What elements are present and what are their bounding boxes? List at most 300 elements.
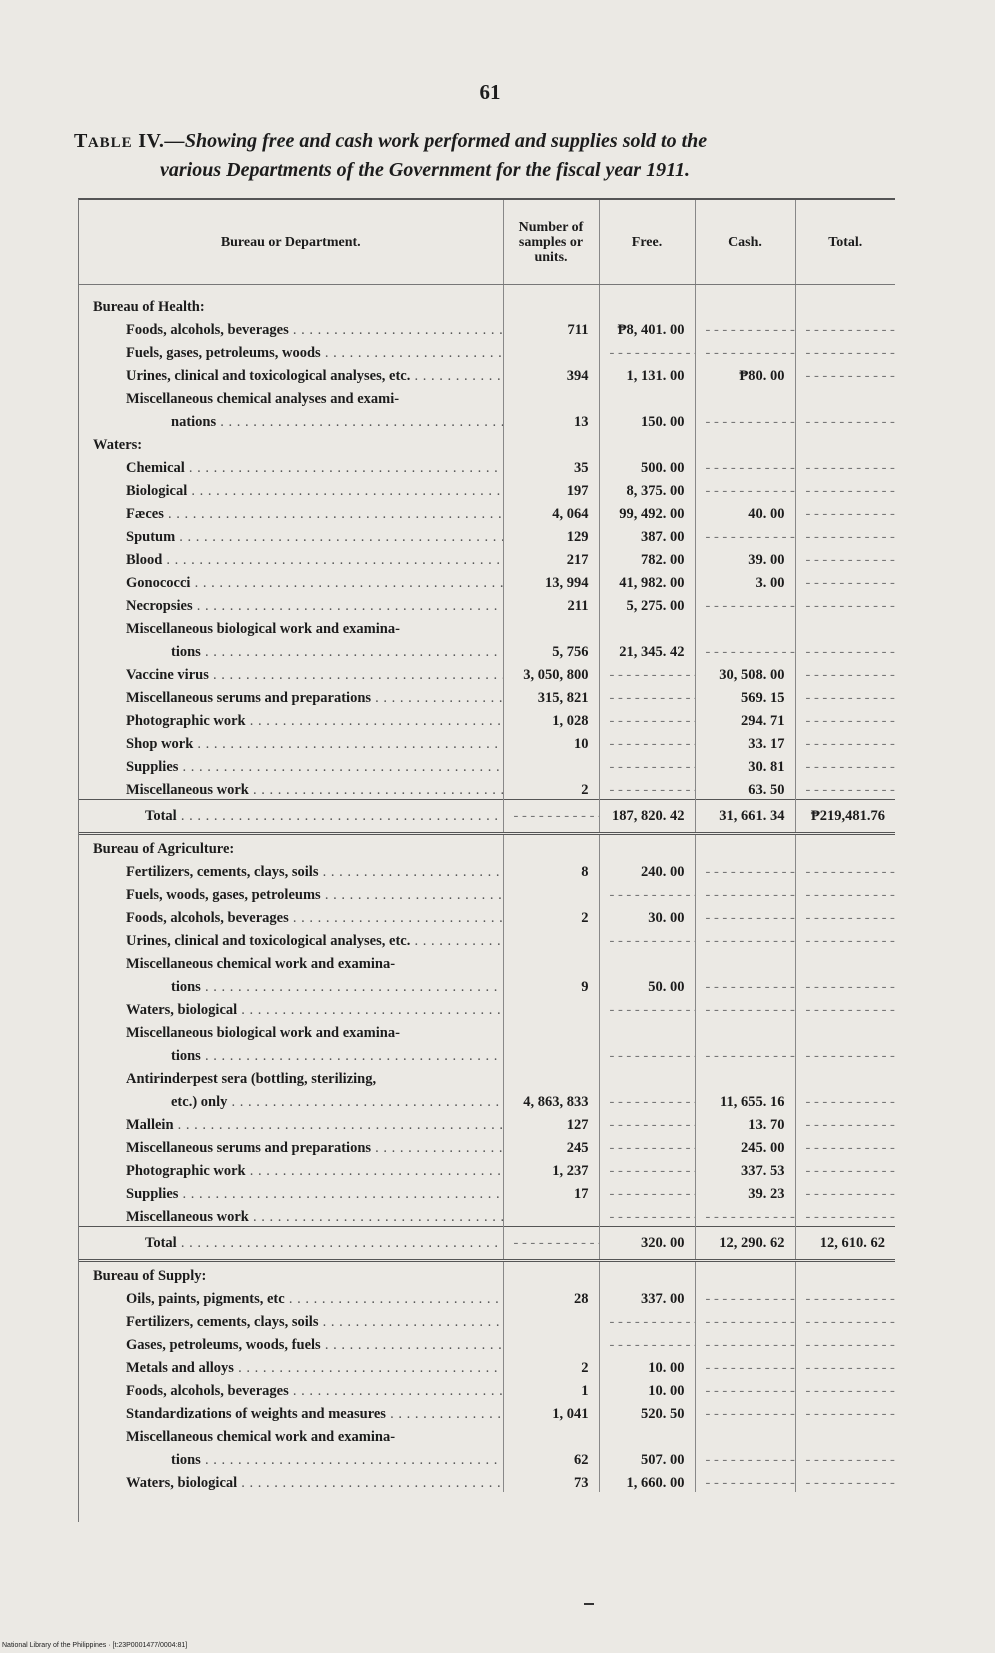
cell-total — [795, 362, 895, 385]
cell-total — [795, 1423, 895, 1446]
table-row — [79, 408, 895, 431]
cell-free — [599, 661, 695, 684]
table-row — [79, 776, 895, 800]
cell-free — [599, 339, 695, 362]
cell-total — [795, 753, 895, 776]
table-row — [79, 1423, 895, 1446]
row-label: Miscellaneous chemical work and examina- — [79, 1423, 503, 1446]
cell-cash: ₱80. 00 — [695, 362, 795, 385]
table-caption — [74, 128, 914, 184]
row-label: Urines, clinical and toxicological analyses, etc. . . . — [79, 927, 503, 950]
row-label: Total . . . — [79, 1227, 503, 1261]
cell-samples — [503, 950, 599, 973]
row-label: Supplies . . . — [79, 753, 503, 776]
row-label: tions . . . — [79, 973, 503, 996]
cell-cash — [695, 1042, 795, 1065]
cell-cash — [695, 904, 795, 927]
table-row — [79, 477, 895, 500]
cell-samples: 5, 756 — [503, 638, 599, 661]
cell-samples — [503, 339, 599, 362]
caption-subject-line2: various Departments of the Government for the fiscal year 1911. — [160, 159, 690, 181]
cell-cash — [695, 285, 795, 317]
cell-total — [795, 1065, 895, 1088]
cell-free: 500. 00 — [599, 454, 695, 477]
cell-samples: 35 — [503, 454, 599, 477]
cell-samples — [503, 1423, 599, 1446]
cell-free — [599, 1203, 695, 1227]
row-label: Waters, biological . . . — [79, 996, 503, 1019]
cell-free — [599, 1308, 695, 1331]
cell-cash: 569. 15 — [695, 684, 795, 707]
cell-total — [795, 1354, 895, 1377]
cell-samples — [503, 385, 599, 408]
cell-free — [599, 996, 695, 1019]
table-row — [79, 1134, 895, 1157]
header-free: Free. — [599, 200, 695, 285]
cell-free: 99, 492. 00 — [599, 500, 695, 523]
cell-samples — [503, 1042, 599, 1065]
cell-cash — [695, 638, 795, 661]
cell-samples: 129 — [503, 523, 599, 546]
row-label: Mallein . . . — [79, 1111, 503, 1134]
cell-cash: 245. 00 — [695, 1134, 795, 1157]
cell-total — [795, 454, 895, 477]
caption-subject-line1: Showing free and cash work performed and supplies sold to the — [184, 130, 708, 152]
cell-cash — [695, 1203, 795, 1227]
row-label: Antirinderpest sera (bottling, sterilizing, — [79, 1065, 503, 1088]
cell-cash — [695, 1423, 795, 1446]
table-row — [79, 569, 895, 592]
cell-total — [795, 950, 895, 973]
header-row — [79, 200, 895, 285]
row-label: Miscellaneous work . . . — [79, 776, 503, 800]
cell-cash — [695, 592, 795, 615]
cell-free — [599, 1157, 695, 1180]
cell-samples: 62 — [503, 1446, 599, 1469]
cell-total — [795, 339, 895, 362]
cell-free: ₱8, 401. 00 — [599, 316, 695, 339]
cell-free: 1, 131. 00 — [599, 362, 695, 385]
cell-samples — [503, 1203, 599, 1227]
table-row — [79, 996, 895, 1019]
cell-total: ₱219,481.76 — [795, 800, 895, 834]
table-row — [79, 362, 895, 385]
cell-cash — [695, 339, 795, 362]
cell-samples — [503, 431, 599, 454]
cell-free — [599, 385, 695, 408]
cell-total — [795, 904, 895, 927]
cell-cash — [695, 615, 795, 638]
row-label: nations . . . — [79, 408, 503, 431]
cell-samples — [503, 753, 599, 776]
table-row — [79, 500, 895, 523]
row-label: Urines, clinical and toxicological analyses, etc. . . . — [79, 362, 503, 385]
cell-cash — [695, 1446, 795, 1469]
cell-total — [795, 1088, 895, 1111]
cell-total — [795, 1042, 895, 1065]
table-row — [79, 454, 895, 477]
row-label: Waters, biological . . . — [79, 1469, 503, 1492]
cell-samples: 10 — [503, 730, 599, 753]
cell-free — [599, 285, 695, 317]
cell-free: 21, 345. 42 — [599, 638, 695, 661]
cell-free — [599, 834, 695, 859]
cell-free — [599, 1111, 695, 1134]
cell-total — [795, 523, 895, 546]
cell-free — [599, 1042, 695, 1065]
table-row — [79, 881, 895, 904]
table-row — [79, 1111, 895, 1134]
section-label: Bureau of Supply: — [79, 1261, 503, 1286]
cell-cash — [695, 1308, 795, 1331]
table-row — [79, 615, 895, 638]
cell-free: 782. 00 — [599, 546, 695, 569]
table-row — [79, 1308, 895, 1331]
row-label: Miscellaneous chemical analyses and exami- — [79, 385, 503, 408]
row-label: Photographic work . . . — [79, 707, 503, 730]
section-label: Bureau of Health: — [79, 285, 503, 317]
cell-cash: 337. 53 — [695, 1157, 795, 1180]
table-row — [79, 385, 895, 408]
cell-cash: 40. 00 — [695, 500, 795, 523]
cell-free: 10. 00 — [599, 1354, 695, 1377]
cell-samples: 8 — [503, 858, 599, 881]
table-row — [79, 638, 895, 661]
cell-samples: 1 — [503, 1377, 599, 1400]
cell-samples: 394 — [503, 362, 599, 385]
cell-free — [599, 776, 695, 800]
cell-total — [795, 858, 895, 881]
table-row — [79, 339, 895, 362]
table-row — [79, 1285, 895, 1308]
cell-total — [795, 385, 895, 408]
cell-cash: 30. 81 — [695, 753, 795, 776]
cell-free: 10. 00 — [599, 1377, 695, 1400]
row-label: Miscellaneous biological work and examina- — [79, 615, 503, 638]
cell-total — [795, 1261, 895, 1286]
cell-cash — [695, 927, 795, 950]
cell-samples: 9 — [503, 973, 599, 996]
cell-cash — [695, 385, 795, 408]
section-label: Bureau of Agriculture: — [79, 834, 503, 859]
header-bureau: Bureau or Department. — [79, 200, 503, 285]
cell-cash — [695, 858, 795, 881]
cell-samples — [503, 1065, 599, 1088]
section-heading-row — [79, 1261, 895, 1286]
cell-cash: 11, 655. 16 — [695, 1088, 795, 1111]
cell-free — [599, 707, 695, 730]
cell-free: 240. 00 — [599, 858, 695, 881]
cell-total — [795, 1469, 895, 1492]
row-label: Supplies . . . — [79, 1180, 503, 1203]
table-row — [79, 684, 895, 707]
cell-cash — [695, 1065, 795, 1088]
cell-samples — [503, 881, 599, 904]
cell-samples — [503, 615, 599, 638]
cell-total — [795, 408, 895, 431]
cell-total — [795, 996, 895, 1019]
table-row — [79, 1042, 895, 1065]
cell-cash — [695, 408, 795, 431]
cell-cash: 31, 661. 34 — [695, 800, 795, 834]
cell-samples: 17 — [503, 1180, 599, 1203]
section-label: Waters: — [79, 431, 503, 454]
row-label: Miscellaneous biological work and examina- — [79, 1019, 503, 1042]
caption-label: TABLE IV.— — [74, 130, 185, 152]
table-row — [79, 1331, 895, 1354]
cell-cash: 12, 290. 62 — [695, 1227, 795, 1261]
table-row — [79, 973, 895, 996]
header-cash: Cash. — [695, 200, 795, 285]
row-label: Photographic work . . . — [79, 1157, 503, 1180]
row-label: Chemical . . . — [79, 454, 503, 477]
cell-samples: 4, 064 — [503, 500, 599, 523]
cell-total — [795, 661, 895, 684]
row-label: Fæces . . . — [79, 500, 503, 523]
cell-total — [795, 638, 895, 661]
cell-total — [795, 546, 895, 569]
cell-total — [795, 1331, 895, 1354]
cell-cash — [695, 523, 795, 546]
cell-cash — [695, 431, 795, 454]
cell-free: 387. 00 — [599, 523, 695, 546]
cell-free — [599, 1088, 695, 1111]
table-row — [79, 707, 895, 730]
cell-cash: 13. 70 — [695, 1111, 795, 1134]
cell-free — [599, 927, 695, 950]
cell-cash — [695, 477, 795, 500]
cell-cash — [695, 834, 795, 859]
cell-free: 1, 660. 00 — [599, 1469, 695, 1492]
cell-cash — [695, 950, 795, 973]
cell-total — [795, 1019, 895, 1042]
cell-samples: 245 — [503, 1134, 599, 1157]
cell-samples: 3, 050, 800 — [503, 661, 599, 684]
cell-free — [599, 431, 695, 454]
cell-free — [599, 1019, 695, 1042]
row-label: Fertilizers, cements, clays, soils . . . — [79, 1308, 503, 1331]
row-label: Total . . . — [79, 800, 503, 834]
cell-samples: 1, 028 — [503, 707, 599, 730]
cell-cash — [695, 973, 795, 996]
table-row — [79, 1019, 895, 1042]
cell-cash: 30, 508. 00 — [695, 661, 795, 684]
row-label: Shop work . . . — [79, 730, 503, 753]
cell-samples: 28 — [503, 1285, 599, 1308]
cell-total — [795, 834, 895, 859]
table-row — [79, 1157, 895, 1180]
cell-samples — [503, 927, 599, 950]
cell-cash — [695, 1469, 795, 1492]
cell-total — [795, 316, 895, 339]
cell-free — [599, 1065, 695, 1088]
section-heading-row — [79, 431, 895, 454]
row-label: Blood . . . — [79, 546, 503, 569]
cell-total — [795, 881, 895, 904]
cell-cash: 3. 00 — [695, 569, 795, 592]
cell-total — [795, 1308, 895, 1331]
cell-total — [795, 1446, 895, 1469]
cell-cash — [695, 316, 795, 339]
source-note: National Library of the Philippines · [t:23P0001477/0004:81] — [2, 1642, 188, 1649]
cell-samples — [503, 834, 599, 859]
cell-cash: 294. 71 — [695, 707, 795, 730]
cell-cash — [695, 881, 795, 904]
cell-total — [795, 1111, 895, 1134]
table-row — [79, 1469, 895, 1492]
cell-free: 507. 00 — [599, 1446, 695, 1469]
cell-samples — [503, 996, 599, 1019]
table-row — [79, 1377, 895, 1400]
cell-total — [795, 1400, 895, 1423]
cell-free — [599, 1261, 695, 1286]
cell-total — [795, 973, 895, 996]
page-footer-dash — [584, 1603, 594, 1605]
row-label: Sputum . . . — [79, 523, 503, 546]
table-row — [79, 1446, 895, 1469]
row-label: Foods, alcohols, beverages . . . — [79, 904, 503, 927]
cell-free: 30. 00 — [599, 904, 695, 927]
cell-samples — [503, 1261, 599, 1286]
cell-total — [795, 431, 895, 454]
row-label: Metals and alloys . . . — [79, 1354, 503, 1377]
cell-samples: 13 — [503, 408, 599, 431]
row-label: Gonococci . . . — [79, 569, 503, 592]
table-row — [79, 592, 895, 615]
table-row — [79, 1088, 895, 1111]
page-number: 61 — [479, 80, 501, 104]
row-label: Biological . . . — [79, 477, 503, 500]
cell-total — [795, 1134, 895, 1157]
header-total: Total. — [795, 200, 895, 285]
table-row — [79, 1354, 895, 1377]
cell-total — [795, 927, 895, 950]
total-row — [79, 800, 895, 834]
cell-total — [795, 1157, 895, 1180]
cell-cash — [695, 1354, 795, 1377]
table-row — [79, 523, 895, 546]
table-row — [79, 904, 895, 927]
cell-cash — [695, 1019, 795, 1042]
cell-cash — [695, 1331, 795, 1354]
cell-cash: 39. 23 — [695, 1180, 795, 1203]
cell-free: 41, 982. 00 — [599, 569, 695, 592]
ledger-body — [79, 285, 895, 1493]
cell-total — [795, 1180, 895, 1203]
cell-samples: 2 — [503, 1354, 599, 1377]
cell-total — [795, 1285, 895, 1308]
row-label: Fuels, woods, gases, petroleums . . . — [79, 881, 503, 904]
cell-cash — [695, 1261, 795, 1286]
cell-free — [599, 881, 695, 904]
cell-free — [599, 615, 695, 638]
cell-cash — [695, 454, 795, 477]
cell-samples: 4, 863, 833 — [503, 1088, 599, 1111]
cell-total — [795, 615, 895, 638]
cell-total — [795, 776, 895, 800]
cell-free — [599, 1423, 695, 1446]
table-row — [79, 858, 895, 881]
cell-samples — [503, 1331, 599, 1354]
row-label: Oils, paints, pigments, etc . . . — [79, 1285, 503, 1308]
cell-samples: 127 — [503, 1111, 599, 1134]
cell-free — [599, 1331, 695, 1354]
table-row — [79, 1180, 895, 1203]
total-row — [79, 1227, 895, 1261]
row-label: tions . . . — [79, 638, 503, 661]
cell-free — [599, 1180, 695, 1203]
cell-samples: 315, 821 — [503, 684, 599, 707]
header-samples: Number of samples or units. — [503, 200, 599, 285]
cell-cash — [695, 1377, 795, 1400]
cell-total — [795, 730, 895, 753]
row-label: Standardizations of weights and measures . . . — [79, 1400, 503, 1423]
table-row — [79, 661, 895, 684]
cell-total: 12, 610. 62 — [795, 1227, 895, 1261]
row-label: Miscellaneous chemical work and examina- — [79, 950, 503, 973]
cell-samples — [503, 800, 599, 834]
cell-samples — [503, 1308, 599, 1331]
cell-free — [599, 753, 695, 776]
cell-cash: 33. 17 — [695, 730, 795, 753]
cell-free: 50. 00 — [599, 973, 695, 996]
cell-samples: 13, 994 — [503, 569, 599, 592]
row-label: Foods, alcohols, beverages . . . — [79, 316, 503, 339]
cell-total — [795, 1203, 895, 1227]
cell-samples: 217 — [503, 546, 599, 569]
table-row — [79, 1065, 895, 1088]
cell-total — [795, 707, 895, 730]
row-label: Necropsies . . . — [79, 592, 503, 615]
row-label: Gases, petroleums, woods, fuels . . . — [79, 1331, 503, 1354]
cell-samples: 2 — [503, 904, 599, 927]
cell-free — [599, 684, 695, 707]
cell-samples: 1, 237 — [503, 1157, 599, 1180]
cell-samples: 711 — [503, 316, 599, 339]
ledger-table — [79, 200, 895, 1492]
row-label: etc.) only . . . — [79, 1088, 503, 1111]
row-label: Vaccine virus . . . — [79, 661, 503, 684]
cell-total — [795, 285, 895, 317]
row-label: tions . . . — [79, 1042, 503, 1065]
cell-samples — [503, 285, 599, 317]
table-row — [79, 316, 895, 339]
table-row — [79, 927, 895, 950]
table-row — [79, 753, 895, 776]
cell-free — [599, 730, 695, 753]
cell-cash — [695, 996, 795, 1019]
cell-free: 5, 275. 00 — [599, 592, 695, 615]
cell-total — [795, 1377, 895, 1400]
cell-free: 320. 00 — [599, 1227, 695, 1261]
row-label: Miscellaneous work . . . — [79, 1203, 503, 1227]
cell-free: 187, 820. 42 — [599, 800, 695, 834]
row-label: tions . . . — [79, 1446, 503, 1469]
cell-free: 520. 50 — [599, 1400, 695, 1423]
row-label: Miscellaneous serums and preparations . . . — [79, 684, 503, 707]
row-label: Miscellaneous serums and preparations . . . — [79, 1134, 503, 1157]
cell-free: 8, 375. 00 — [599, 477, 695, 500]
table-row — [79, 1400, 895, 1423]
cell-free: 337. 00 — [599, 1285, 695, 1308]
table-row — [79, 1203, 895, 1227]
table-row — [79, 730, 895, 753]
table-row — [79, 950, 895, 973]
cell-free — [599, 1134, 695, 1157]
cell-samples: 211 — [503, 592, 599, 615]
section-heading-row — [79, 285, 895, 317]
cell-samples: 197 — [503, 477, 599, 500]
